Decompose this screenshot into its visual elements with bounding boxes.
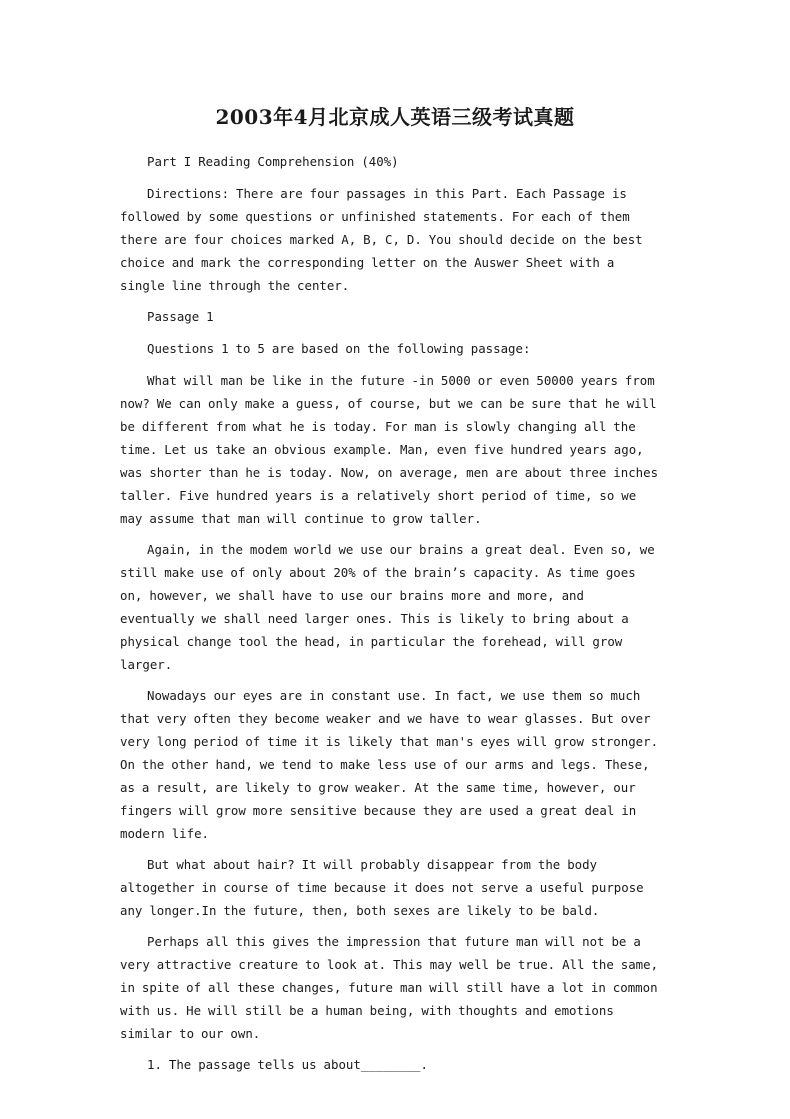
passage-paragraph-5: Perhaps all this gives the impression that future man will not be a very attractive creature to look at. This may well be true. All the same, in spite of all these changes, future man will still have a lot in common with us. He will still be a human being, with thoughts and emotions similar to our own. [120,934,659,1041]
document-body [120,150,665,1085]
page-title: 2003年4月北京成人英语三级考试真题 [215,105,575,129]
part-heading: Part I Reading Comprehension (40%) [147,154,399,169]
questions-intro: Questions 1 to 5 are based on the following passage: [147,341,531,356]
passage-paragraph-3: Nowadays our eyes are in constant use. In fact, we use them so much that very often they become weaker and we have to wear glasses. But over very long period of time it is likely that man's eyes will grow stronger. On the other hand, we tend to make less use of our arms and legs. These, as a result, are likely to grow weaker. At the same time, however, our fingers will grow more sensitive because they are used a great deal in modern life. [120,688,659,841]
passage-label: Passage 1 [147,309,214,324]
question-1: 1. The passage tells us about________. [147,1057,428,1072]
passage-paragraph-1: What will man be like in the future -in 5000 or even 50000 years from now? We can only make a guess, of course, but we can be sure that he will be different from what he is today. For man is slowly changing all the time. Let us take an obvious example. Man, even five hundred years ago, was shorter than he is today. Now, on average, men are about three inches taller. Five hundred years is a relatively short period of time, so we may assume that man will continue to grow taller. [120,373,659,526]
passage-paragraph-2: Again, in the modem world we use our brains a great deal. Even so, we still make use of only about 20% of the brain’s capacity. As time goes on, however, we shall have to use our brains more and more, and eventually we shall need larger ones. This is likely to bring about a physical change tool the head, in particular the forehead, will grow larger. [120,542,655,672]
directions-paragraph: Directions: There are four passages in this Part. Each Passage is followed by some questions or unfinished statements. For each of them there are four choices marked A, B, C, D. You should decide on the best choice and mark the corresponding letter on the Auswer Sheet with a single line through the center. [120,186,643,293]
passage-paragraph-4: But what about hair? It will probably disappear from the body altogether in course of time because it does not serve a useful purpose any longer.In the future, then, both sexes are likely to be bald. [120,857,644,918]
